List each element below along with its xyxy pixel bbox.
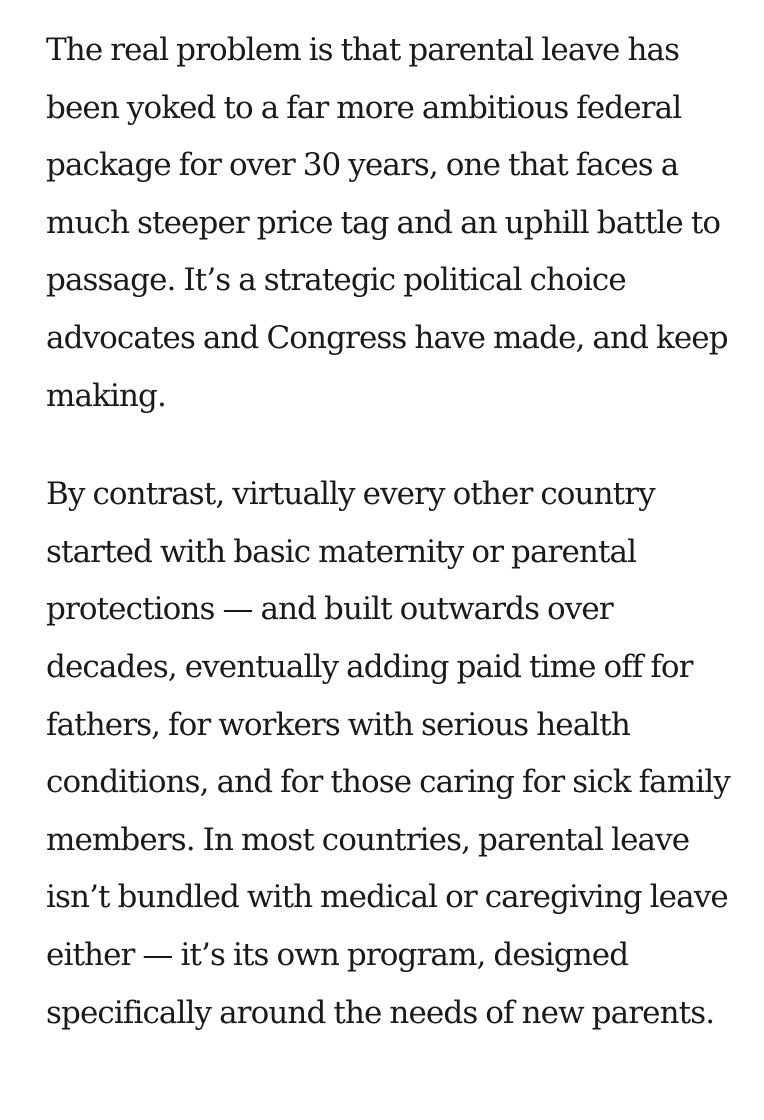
paragraph: By contrast, virtually every other country started with basic maternity or parental protections — and built outwards over decades, eventually adding paid time off for fathers, for workers with serious health conditions, and for those caring for sick family members. In most countries, parental leave isn’t bundled with medical or caregiving leave either — it’s its own program, designed specifically around the needs of new parents. [46,476,730,1031]
paragraph: The real problem is that parental leave has been yoked to a far more ambitious federal package for over 30 years, one that faces a much steeper price tag and an uphill battle to passage. It’s a strategic political choice advocates and Congress have made, and keep making. [46,32,728,414]
